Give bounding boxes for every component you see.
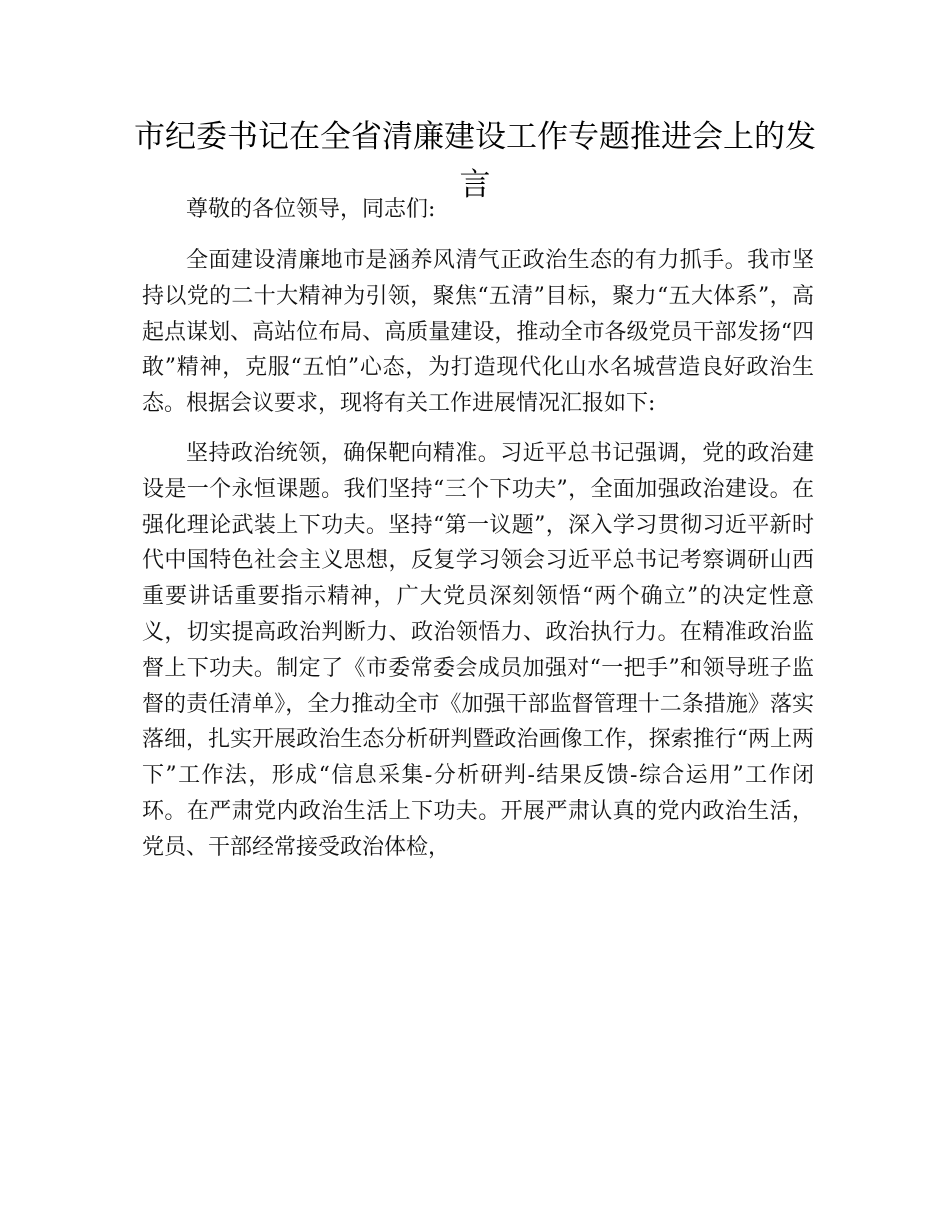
salutation: 尊敬的各位领导，同志们: (186, 197, 436, 222)
document-title: 市纪委书记在全省清廉建设工作专题推进会上的发言 (134, 119, 816, 203)
paragraph-intro: 全面建设清廉地市是涵养风清气正政治生态的有力抓手。我市坚持以党的二十大精神为引领，聚焦“五清”目标，聚力“五大体系”，高起点谋划、高站位布局、高质量建设，推动全市各级党员干部发扬“四敢”精神，克服“五怕”心态，为打造现代化山水名城营造良好政治生态。根据会议要求，现将有关工作进展情况汇报如下: (142, 248, 814, 417)
body-text (142, 243, 814, 880)
paragraph-political-leadership: 坚持政治统领，确保靶向精准。习近平总书记强调，党的政治建设是一个永恒课题。我们坚持“三个下功夫”，全面加强政治建设。在强化理论武装上下功夫。坚持“第一议题”，深入学习贯彻习近平新时代中国特色社会主义思想，反复学习领会习近平总书记考察调研山西重要讲话重要指示精神，广大党员深刻领悟“两个确立”的决定性意义，切实提高政治判断力、政治领悟力、政治执行力。在精准政治监督上下功夫。制定了《市委常委会成员加强对“一把手”和领导班子监督的责任清单》，全力推动全市《加强干部监督管理十二条措施》落实落细，扎实开展政治生态分析研判暨政治画像工作，探索推行“两上两下”工作法，形成“信息采集-分析研判-结果反馈-综合运用”工作闭环。在严肃党内政治生活上下功夫。开展严肃认真的党内政治生活，党员、干部经常接受政治体检， (142, 440, 814, 860)
